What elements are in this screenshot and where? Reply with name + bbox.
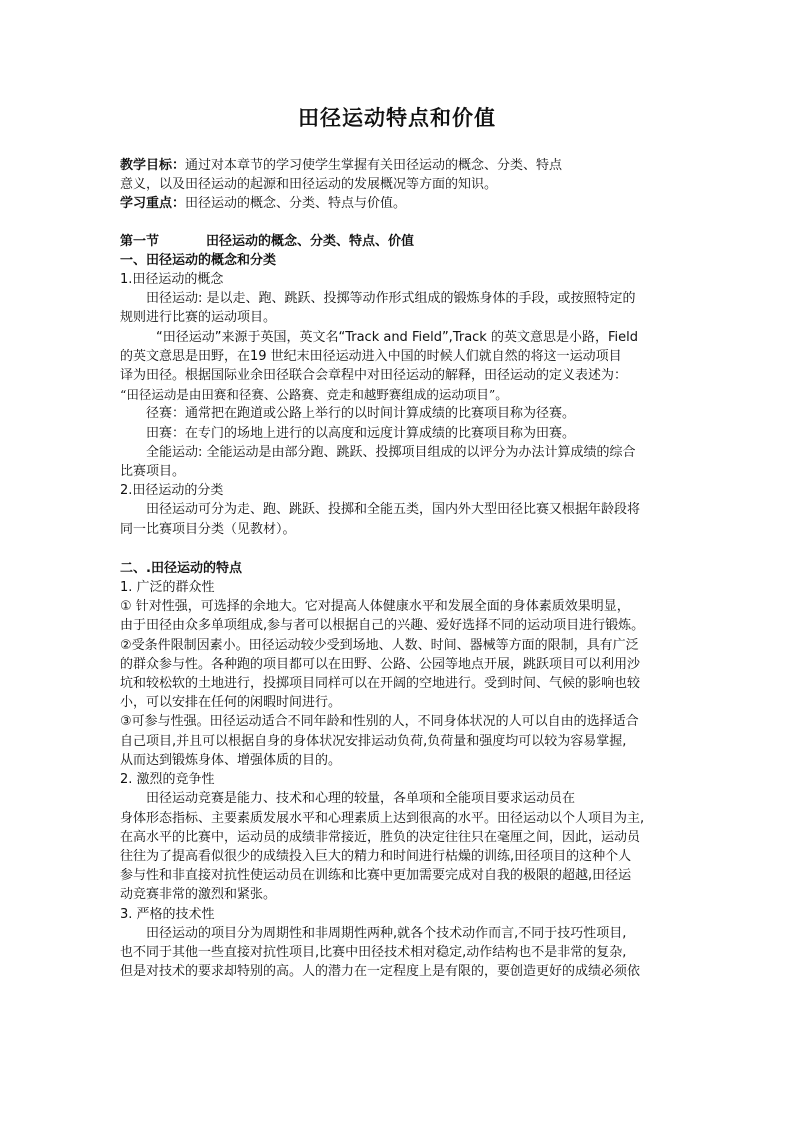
part2-heading: 二、.田径运动的特点 — [120, 560, 242, 576]
section1-heading — [120, 232, 680, 251]
paragraph-line: 由于田径由众多单项组成,参与者可以根据自己的兴趣、爱好选择不同的运动项目进行锻炼。 — [120, 618, 645, 634]
paragraph-line: 参与性和非直接对抗性使运动员在训练和比赛中更加需要完成对自我的极限的超越,田径运 — [120, 868, 632, 884]
teaching-objective-line — [120, 156, 680, 175]
paragraph-line: “田径运动”来源于英国，英文名“Track and Field”,Track 的英文意思是小路，Field — [156, 329, 638, 345]
paragraph-line: 自己项目,并且可以根据自身的身体状况安排运动负荷,负荷量和强度均可以较为容易掌握, — [120, 733, 627, 749]
paragraph-line: ②受条件限制因素小。田径运动较少受到场地、人数、时间、器械等方面的限制，具有广泛 — [120, 637, 639, 653]
key-points-text: 田径运动的概念、分类、特点与价值。 — [185, 196, 407, 212]
paragraph-line: 坑和较松软的土地进行，投掷项目同样可以在开阔的空地进行。受到时间、气候的影响也较 — [120, 676, 641, 692]
part1-heading: 一、田径运动的概念和分类 — [120, 252, 277, 268]
teaching-objective-label: 教学目标： — [120, 158, 186, 173]
paragraph-line: 田赛：在专门的场地上进行的以高度和远度计算成绩的比赛项目称为田赛。 — [146, 425, 576, 441]
paragraph-line: 往往为了提高看似很少的成绩投入巨大的精力和时间进行枯燥的训练,田径项目的这种个人 — [120, 848, 632, 864]
subheading-mass-participation: 1. 广泛的群众性 — [120, 580, 215, 596]
document-body — [120, 156, 680, 981]
subheading-classification: 2.田径运动的分类 — [120, 483, 224, 499]
paragraph-line: 规则进行比赛的运动项目。 — [120, 310, 277, 326]
paragraph-line: ① 针对性强，可选择的余地大。它对提高人体健康水平和发展全面的身体素质效果明显， — [120, 599, 630, 615]
paragraph-line: 田径运动: 是以走、跑、跳跃、投掷等动作形式组成的锻炼身体的手段，或按照特定的 — [146, 291, 636, 307]
paragraph-line: 田径运动可分为走、跑、跳跃、投掷和全能五类，国内外大型田径比赛又根据年龄段将 — [146, 502, 641, 518]
subheading-competitiveness: 2. 激烈的竞争性 — [120, 772, 215, 788]
teaching-objective-text: 通过对本章节的学习使学生掌握有关田径运动的概念、分类、特点 — [185, 158, 563, 173]
subheading-concept: 1.田径运动的概念 — [120, 272, 224, 288]
page-title: 田径运动特点和价值 — [298, 106, 496, 130]
paragraph-line: 也不同于其他一些直接对抗性项目,比赛中田径技术相对稳定,动作结构也不是非常的复杂, — [120, 944, 627, 960]
paragraph-line: 的群众参与性。各种跑的项目都可以在田野、公路、公园等地点开展，跳跃项目可以利用沙 — [120, 656, 641, 672]
paragraph-line: 在高水平的比赛中，运动员的成绩非常接近，胜负的决定往往只在毫厘之间，因此，运动员 — [120, 829, 641, 845]
key-points-label: 学习重点： — [120, 196, 186, 212]
paragraph-line: 的英文意思是田野，在19 世纪末田径运动进入中国的时候人们就自然的将这一运动项目 — [120, 348, 622, 364]
paragraph-line: 但是对技术的要求却特别的高。人的潜力在一定程度上是有限的，要创造更好的成绩必须依 — [120, 964, 641, 980]
paragraph-line: 同一比赛项目分类（见教材）。 — [120, 521, 296, 537]
paragraph-line: 小，可以安排在任何的闲暇时间进行。 — [120, 695, 342, 711]
paragraph-line: ③可参与性强。田径运动适合不同年龄和性别的人，不同身体状况的人可以自由的选择适合 — [120, 714, 639, 730]
subheading-technicality: 3. 严格的技术性 — [120, 906, 215, 922]
definition-quote: “田径运动是由田赛和径赛、公路赛、竞走和越野赛组成的运动项目”。 — [120, 387, 508, 403]
teaching-objective-text-2: 意义，以及田径运动的起源和田径运动的发展概况等方面的知识。 — [120, 177, 498, 193]
key-points-line — [120, 194, 680, 213]
paragraph-line: 译为田径。根据国际业余田径联合会章程中对田径运动的解释，田径运动的定义表述为： — [120, 368, 628, 384]
paragraph-line: 比赛项目。 — [120, 464, 186, 480]
paragraph-line: 动竞赛非常的激烈和紧张。 — [120, 887, 277, 903]
section1-number: 第一节 — [120, 233, 160, 249]
paragraph-line: 从而达到锻炼身体、增强体质的目的。 — [120, 752, 342, 768]
paragraph-line: 田径运动的项目分为周期性和非周期性两种,就各个技术动作而言,不同于技巧性项目, — [146, 925, 627, 941]
paragraph-line: 径赛：通常把在跑道或公路上举行的以时间计算成绩的比赛项目称为径赛。 — [146, 406, 576, 422]
paragraph-line: 田径运动竞赛是能力、技术和心理的较量，各单项和全能项目要求运动员在 — [146, 791, 576, 807]
section1-title: 田径运动的概念、分类、特点、价值 — [206, 233, 415, 249]
paragraph-line: 身体形态指标、主要素质发展水平和心理素质上达到很高的水平。田径运动以个人项目为主, — [120, 810, 645, 826]
paragraph-line: 全能运动: 全能运动是由部分跑、跳跃、投掷项目组成的以评分为办法计算成绩的综合 — [146, 444, 636, 460]
